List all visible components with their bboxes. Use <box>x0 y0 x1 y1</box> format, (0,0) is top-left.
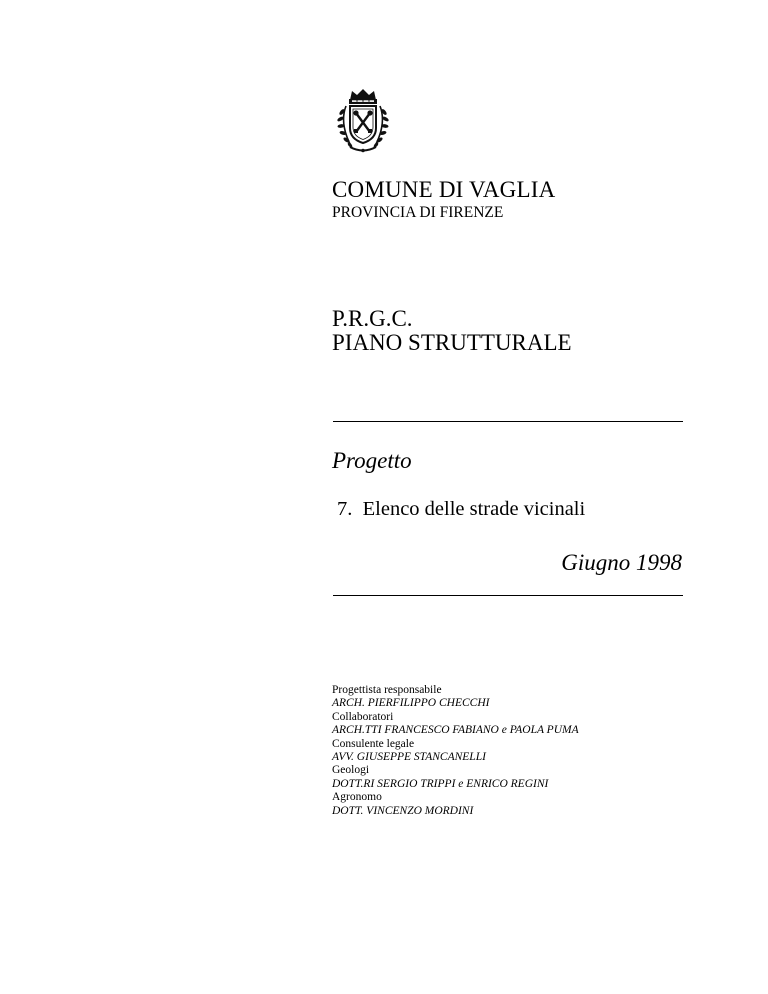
bottom-divider <box>333 595 683 596</box>
province-name: PROVINCIA DI FIRENZE <box>332 204 504 221</box>
credit-role: Collaboratori <box>332 710 394 723</box>
credits-block <box>332 684 732 818</box>
credit-name: ARCH. PIERFILIPPO CHECCHI <box>332 697 490 710</box>
credit-name: AVV. GIUSEPPE STANCANELLI <box>332 751 486 764</box>
section-label: Progetto <box>332 448 412 473</box>
credit-role: Geologi <box>332 764 370 777</box>
credit-name: DOTT. VINCENZO MORDINI <box>332 804 474 817</box>
credit-role: Agronomo <box>332 791 382 804</box>
credit-role: Consulente legale <box>332 737 415 750</box>
municipality-name: COMUNE DI VAGLIA <box>332 177 556 202</box>
document-date: Giugno 1998 <box>561 550 682 575</box>
plan-title: PIANO STRUTTURALE <box>332 330 572 355</box>
plan-abbreviation: P.R.G.C. <box>332 306 413 331</box>
credit-name: ARCH.TTI FRANCESCO FABIANO e PAOLA PUMA <box>332 724 579 737</box>
credit-name: DOTT.RI SERGIO TRIPPI e ENRICO REGINI <box>332 777 549 790</box>
document-title: 7. Elenco delle strade vicinali <box>337 498 586 520</box>
credit-role: Progettista responsabile <box>332 684 442 696</box>
top-divider <box>333 421 683 422</box>
municipal-coat-of-arms-icon <box>330 86 396 156</box>
